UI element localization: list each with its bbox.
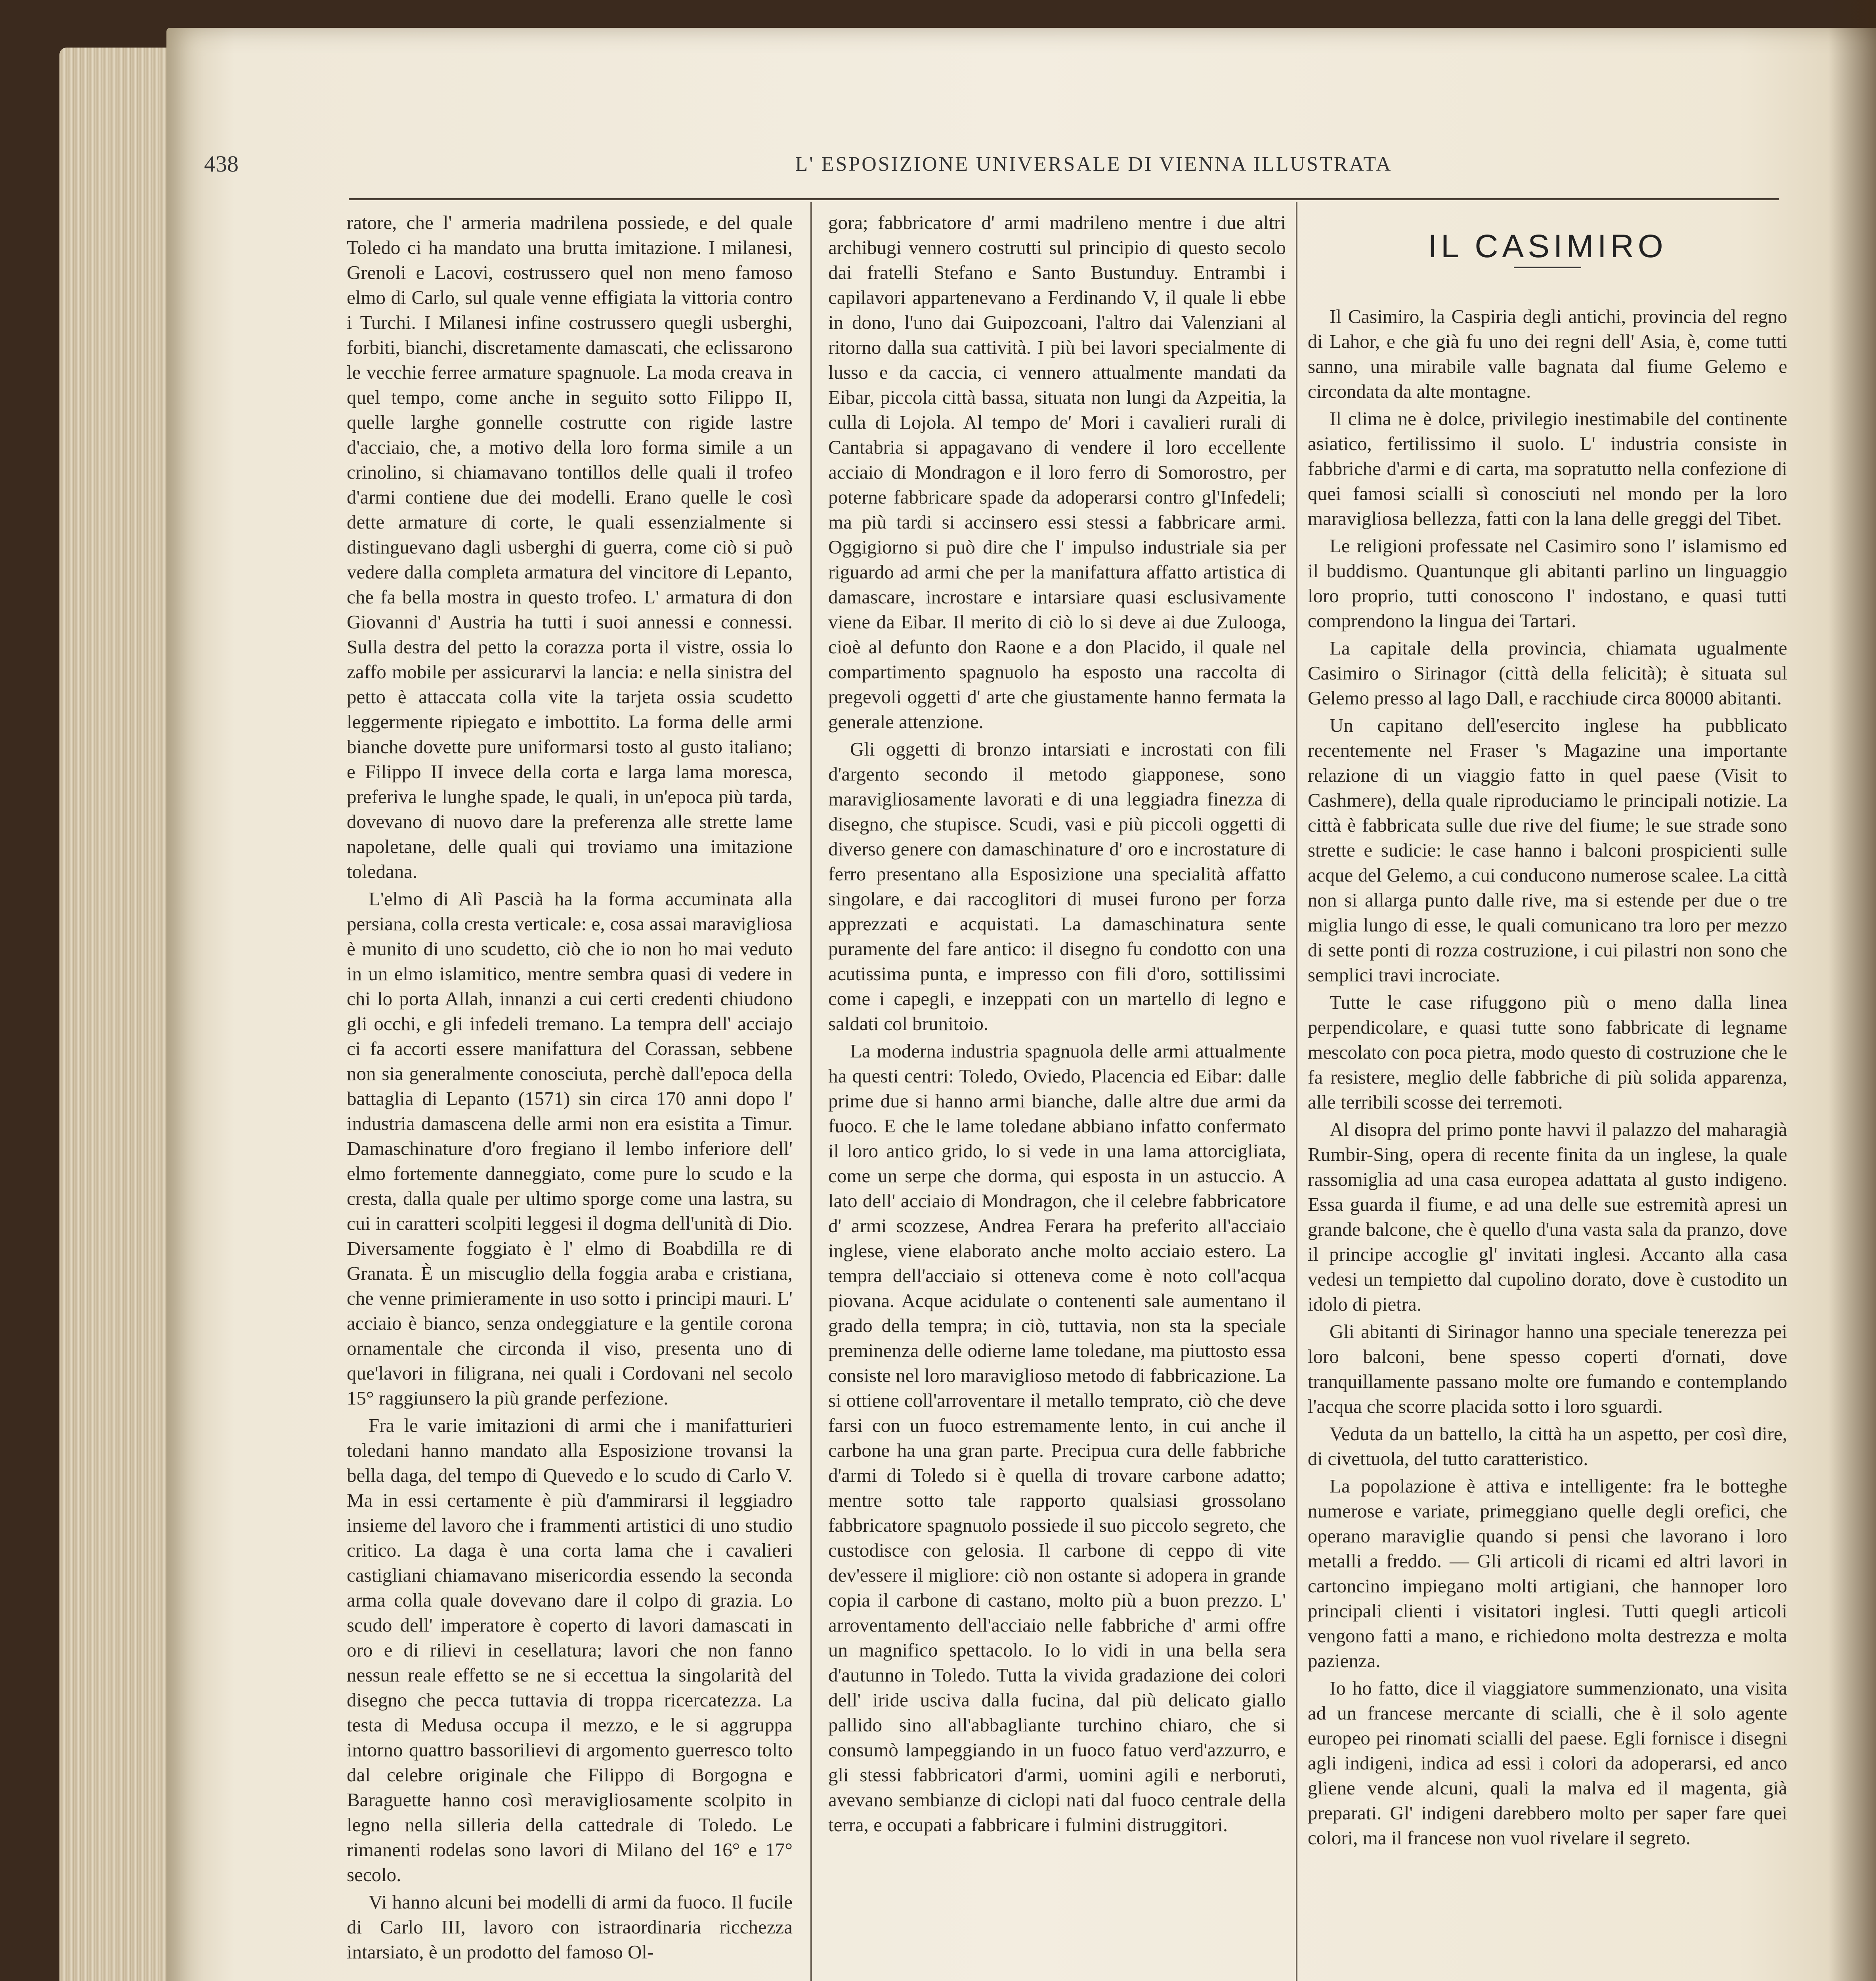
column-divider-1 bbox=[810, 202, 812, 1981]
paragraph: Io ho fatto, dice il viaggiatore summenzionato, una visita ad un francese mercante di scialli, che è il solo agente europeo pei rinomati scialli del paese. Egli fornisce i disegni agli indigeni, indica ad essi i colori da adoperarsi, ed anco gliene vende alcuni, quali la malva ed il magenta, già preparati. Gl' indigeni darebbero molto per saper fare quei colori, ma il francese non vuol rivelare il segreto. bbox=[1308, 1677, 1787, 1849]
paragraph: Al disopra del primo ponte havvi il palazzo del maharagià Rumbir-Sing, opera di recente finita da un inglese, la quale rassomiglia ad una casa europea adattata al gusto indigeno. Essa guarda il fiume, e ad una delle sue estremità apresi un grande balcone, che è quello d'una vasta sala da pranzo, dove il principe accoglie gl' invitati inglesi. Accanto alla casa vedesi un tempietto dal cupolino dorato, dove è custodito un idolo di pietra. bbox=[1308, 1118, 1787, 1315]
paragraph: Il Casimiro, la Caspiria degli antichi, provincia del regno di Lahor, e che già fu uno dei regni dell' Asia, è, come tutti sanno, una mirabile valle bagnata dal fiume Gelemo e circondata da alte montagne. bbox=[1308, 305, 1787, 402]
paragraph: Un capitano dell'esercito inglese ha pubblicato recentemente nel Fraser 's Magazine una importante relazione di un viaggio fatto in quel paese (Visit to Cashmere), della quale riproduciamo le principali notizie. La città è fabbricata sulle due rive del fiume; le sue strade sono strette e sudicie: le case hanno i balconi prospicienti sulle acque del Gelemo, a cui conducono numerose scalee. La città non si allarga punto dalle rive, ma si estende per due o tre miglia lungo di esse, le quali comunicano tra loro per mezzo di sette ponti di rozza costruzione, i cui pilastri non sono che semplici travi incrociate. bbox=[1308, 714, 1787, 986]
title-rule bbox=[1514, 267, 1581, 268]
paragraph: Tutte le case rifuggono più o meno dalla linea perpendicolare, e quasi tutte sono fabbricate di legname mescolato con poca pietra, modo questo di costruzione che le fa resistere, meglio delle fabbriche di più solida apparenza, alle terribili scosse dei terremoti. bbox=[1308, 991, 1787, 1113]
paragraph: Veduta da un battello, la città ha un aspetto, per così dire, di civettuola, del tutto caratteristico. bbox=[1308, 1423, 1787, 1470]
paragraph: ratore, che l' armeria madrilena possiede, e del quale Toledo ci ha mandato una brutta imitazione. I milanesi, Grenoli e Lacovi, costrussero quel non meno famoso elmo di Carlo, sul quale venne effigiata la vittoria contro i Turchi. I Milanesi infine costrussero quegli usberghi, forbiti, bianchi, discretamente damascati, che eclissarono le vecchie ferree armature spagnuole. La moda creava in quel tempo, come anche in seguito sotto Filippo II, quelle larghe gonnelle costrutte con rigide lastre d'acciaio, che, a motivo della loro forma simile a un crinolino, si chiamavano tontillos delle quali il trofeo d'armi contiene due dei modelli. Erano quelle le così dette armature di corte, le quali essenzialmente si distinguevano dagli usberghi di guerra, come ciò si può vedere dalla completa armatura del vincitore di Lepanto, che fa bella mostra in questo trofeo. L' armatura di don Giovanni d' Austria ha tutti i suoi annessi e connessi. Sulla destra del petto la corazza porta il vistre, ossia lo zaffo mobile per assicurarvi la lancia: e nella sinistra del petto è attaccata colla vite la tarjeta ossia scudetto leggermente ripiegato e imbottito. La forma delle armi bianche dovette pure uniformarsi tosto al gusto italiano; e Filippo II invece della corta e larga lama moresca, preferiva le lunghe spade, le quali, in un'epoca più tarda, dovevano di nuovo dare la preferenza alle strette lame napoletane, delle quali qui troviamo una imitazione toledana. bbox=[347, 212, 793, 882]
paragraph: Gli abitanti di Sirinagor hanno una speciale tenerezza pei loro balconi, bene spesso coperti d'ornati, dove tranquillamente passano molte ore fumando e contemplando l'acqua che scorre placida sotto i loro sguardi. bbox=[1308, 1321, 1787, 1417]
column-divider-2 bbox=[1296, 202, 1297, 1981]
paragraph: La moderna industria spagnuola delle armi attualmente ha questi centri: Toledo, Oviedo, Placencia ed Eibar: dalle prime due si hanno armi bianche, dalle altre due armi da fuoco. E che le lame toledane abbiano infatto confermato il loro antico grido, lo si vede in una lama attorcigliata, come un serpe che dorma, qui esposta in un astuccio. A lato dell' acciaio di Mondragon, che il celebre fabbricatore d' armi scozzese, Andrea Ferara ha preferito all'acciaio inglese, viene elaborato anche molto acciaio estero. La tempra dell'acciaio si otteneva come è noto coll'acqua piovana. Acque acidulate o contenenti sale aumentano il grado della tempra; in ciò, tuttavia, non sta la speciale preminenza delle odierne lame toledane, ma piuttosto essa consiste nel loro maraviglioso metodo di fabbricazione. La si ottiene coll'arroventare il metallo temprato, ciò che deve farsi con un fuoco estremamente lento, in cui anche il carbone ha una gran parte. Precipua cura delle fabbriche d'armi di Toledo si è quella di trovare carbone adatto; mentre sotto tale rapporto qualsiasi grossolano fabbricatore spagnuolo possiede il suo piccolo segreto, che custodisce con gelosia. Il carbone di ceppo di vite dev'essere il migliore: ciò non ostante si adopera in grande copia il carbone di castano, molto più a buon prezzo. L' arroventamento dell'acciaio nelle fabbriche d' armi offre un magnifico spettacolo. Io lo vidi in una bella sera d'autunno in Toledo. Tutta la vivida gradazione dei colori dell' iride usciva dalla fucina, dal più delicato giallo pallido sino all'abbagliante turchino chiaro, che si consumò lampeggiando in un fuoco fatuo verd'azzurro, e gli stessi fabbricatori d'armi, uomini agili e nerboruti, avevano sembianze di ciclopi nati dal fuoco centrale della terra, e occupati a fabbricare i fulmini distruggitori. bbox=[828, 1040, 1286, 1836]
paragraph: Fra le varie imitazioni di armi che i manifatturieri toledani hanno mandato alla Esposizione trovansi la bella daga, del tempo di Quevedo e lo scudo di Carlo V. Ma in essi certamente è più d'ammirarsi il leggiadro insieme del lavoro che i frammenti artistici di uno studio critico. La daga è una corta lama che i cavalieri castigliani chiamavano misericordia essendo la seconda arma colla quale dovevano dare il colpo di grazia. Lo scudo dell' imperatore è coperto di lavori damascati in oro e di rilievi in cesellatura; lavori che non fanno nessun reale effetto se ne si eccettua la singolarità del disegno che pecca tuttavia di troppa ricercatezza. La testa di Medusa occupa il mezzo, e le si aggruppa intorno quattro bassorilievi di argomento guerresco tolto dal celebre originale che Filippo di Borgogna e Baraguette hanno così meravigliosamente scolpito in legno nella silleria della cattedrale di Toledo. Le rimanenti rodelas sono lavori di Milano del 16° e 17° secolo. bbox=[347, 1414, 793, 1886]
paragraph: La capitale della provincia, chiamata ugualmente Casimiro o Sirinagor (città della felicità); è situata sul Gelemo presso al lago Dall, e racchiude circa 80000 abitanti. bbox=[1308, 637, 1787, 709]
paragraph: L'elmo di Alì Pascià ha la forma accuminata alla persiana, colla cresta verticale: e, cosa assai maravigliosa è munito di uno scudetto, ciò che io non ho mai veduto in un elmo islamitico, mentre sembra quasi di vedere in chi lo porta Allah, innanzi a cui certi credenti chiudono gli occhi, e gli infedeli tremano. La tempra dell' acciajo ci fa accorti essere manifattura del Corassan, sebbene non sia generalmente conosciuta, perchè dall'epoca della battaglia di Lepanto (1571) sin circa 170 anni dopo l' industria damascena delle armi non era esistita a Timur. Damaschinature d'oro fregiano il lembo inferiore dell' elmo fortemente danneggiato, come pure lo scudo e la cresta, dalla quale per ultimo sporge come una lastra, su cui in caratteri scolpiti leggesi il dogma dell'unità di Dio. Diversamente foggiato è l' elmo di Boabdilla re di Granata. È un miscuglio della foggia araba e cristiana, che venne primieramente in uso sotto i principi mauri. L' acciaio è bianco, senza ondeggiature e la gentile corona ornamentale che circonda il viso, presenta uno di que'lavori in filigrana, nei quali i Cordovani nel secolo 15° raggiunsero la più grande perfezione. bbox=[347, 888, 793, 1409]
section-title: IL CASIMIRO bbox=[1428, 228, 1667, 264]
page-number: 438 bbox=[204, 151, 239, 177]
page-gutter-shadow bbox=[1828, 0, 1876, 1981]
paragraph: Vi hanno alcuni bei modelli di armi da fuoco. Il fucile di Carlo III, lavoro con istraordinaria ricchezza intarsiato, è un prodotto del famoso Ol- bbox=[347, 1891, 793, 1963]
paragraph: Le religioni professate nel Casimiro sono l' islamismo ed il buddismo. Quantunque gli abitanti parlino un linguaggio loro proprio, tutti conoscono l' indostano, e quasi tutti comprendono la lingua dei Tartari. bbox=[1308, 535, 1787, 632]
paragraph: Il clima ne è dolce, privilegio inestimabile del continente asiatico, fertilissimo il suolo. L' industria consiste in fabbriche d'armi e di carta, ma sopratutto nella confezione di quei famosi scialli sì conosciuti nel mondo per la loro maravigliosa bellezza, fatti con la lana delle greggi del Tibet. bbox=[1308, 408, 1787, 529]
column-1 bbox=[347, 210, 793, 1981]
header-rule bbox=[349, 198, 1779, 200]
column-2 bbox=[828, 210, 1286, 1981]
paragraph: Gli oggetti di bronzo intarsiati e incrostati con fili d'argento secondo il metodo giapponese, sono maravigliosamente lavorati e di una leggiadra finezza di disegno, che stupisce. Scudi, vasi e più piccoli oggetti di diverso genere con damaschinature d' oro e incrostature di ferro presentano alla Esposizione una specialità affatto singolare, e dai raccoglitori di musei furono per forza apprezzati e acquistati. La damaschinatura sente puramente del fare antico: il disegno fu condotto con una acutissima punta, e impresso con fili d'oro, sottilissimi come i capegli, e inzeppati con un martello di legno e saldati col brunitoio. bbox=[828, 738, 1286, 1034]
paragraph: gora; fabbricatore d' armi madrileno mentre i due altri archibugi vennero costrutti sul principio di questo secolo dai fratelli Stefano e Santo Bustunduy. Entrambi i capilavori appartenevano a Ferdinando V, il quale li ebbe in dono, l'uno dai Guipozcoani, l'altro dai Valenziani al ritorno dalla sua cattività. I più bei lavori specialmente di lusso e da caccia, ci vennero attualmente mandati da Eibar, piccola città bassa, situata non lungi da Azpeitia, la culla di Lojola. Al tempo de' Mori i cavalieri rurali di Cantabria si appagavano di vendere il loro eccellente acciaio di Mondragon e il loro ferro di Somorostro, per poterne fabbricare spade da adoperarsi contro gl'Infedeli; ma più tardi si accinsero essi stessi a fabbricare armi. Oggigiorno si può dire che l' impulso industriale sia per riguardo ad armi che per la manifattura affatto artistica di damascare, incrostare e intarsiare quasi esclusivamente viene da Eibar. Il merito di ciò lo si deve ai due Zulooga, cioè al defunto don Raone e a don Placido, il quale nel compartimento spagnuolo ha esposto una raccolta di pregevoli oggetti d' arte che giustamente hanno fermata la generale attenzione. bbox=[828, 212, 1286, 733]
column-3 bbox=[1308, 210, 1787, 1981]
paragraph: La popolazione è attiva e intelligente: fra le botteghe numerose e variate, primeggiano quelle degli orefici, che operano maraviglie quando si pensi che lavorano i loro metalli a freddo. — Gli articoli di ricami ed altri lavori in cartoncino impiegano molti artigiani, che hannoper loro principali clienti i visitatori inglesi. Tutti quegli articoli vengono fatti a mano, e richiedono molta destrezza e molta pazienza. bbox=[1308, 1475, 1787, 1672]
running-title: L' ESPOSIZIONE UNIVERSALE DI VIENNA ILLUSTRATA bbox=[795, 153, 1393, 176]
